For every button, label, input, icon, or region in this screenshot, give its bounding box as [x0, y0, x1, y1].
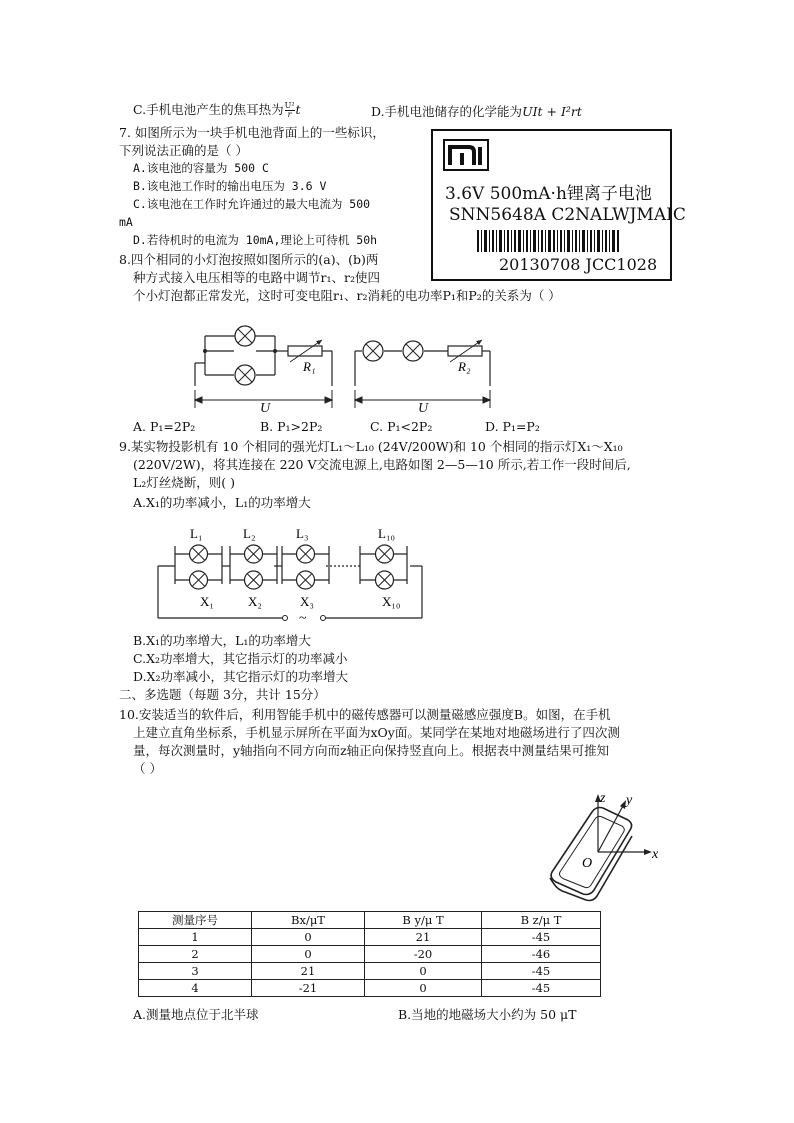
- q9-option-c: C.X₂功率增大，其它指示灯的功率减小: [133, 651, 348, 666]
- axis-label-x: x: [652, 847, 659, 862]
- parallel-group-2: [230, 545, 277, 589]
- table-row: [139, 980, 601, 997]
- q6-c-suffix: t: [295, 102, 301, 117]
- q8-option-b: B. P₁>2P₂: [260, 419, 323, 434]
- indicator-icon-1: [190, 571, 208, 589]
- section-multiple-choice: 二、多选题（每题 3分，共计 15分）: [119, 687, 326, 702]
- q7-option-b: B.该电池工作时的输出电压为 3.6 V: [133, 179, 327, 193]
- q6-d-formula: UIt + I²rt: [522, 104, 582, 119]
- label-l3: L₃: [296, 526, 309, 541]
- table-cell: -45: [482, 929, 601, 946]
- q10-stem-1: 10.安装适当的软件后，利用智能手机中的磁传感器可以测量磁感应强度B。如图，在手机: [119, 707, 611, 722]
- label-r1: R₁: [303, 359, 316, 374]
- label-u-b: U: [418, 401, 429, 416]
- axis-label-origin: O: [582, 856, 593, 871]
- q10-option-b: B.当地的地磁场大小约为 50 μT: [398, 1007, 577, 1022]
- q10-stem-2: 上建立直角坐标系，手机显示屏所在平面为xOy面。某同学在某地对地磁场进行了四次测: [133, 725, 620, 740]
- table-cell: 2: [139, 946, 252, 963]
- table-cell: 4: [139, 980, 252, 997]
- battery-serial: SNN5648A C2NALWJMAIC: [449, 205, 686, 225]
- q7-stem-1: 7. 如图所示为一块手机电池背面上的一些标识，: [119, 125, 385, 140]
- label-x1: X₁: [200, 594, 214, 609]
- table-cell: 0: [252, 946, 365, 963]
- q6-c-frac-bot: r: [287, 110, 292, 119]
- q9-option-b: B.X₁的功率增大，L₁的功率增大: [133, 633, 311, 648]
- table-cell: 0: [252, 929, 365, 946]
- q6-c-frac-top: U²: [284, 101, 295, 110]
- q7-option-d: D.若待机时的电流为 10mA,理论上可待机 50h: [133, 233, 378, 247]
- table-cell: 0: [365, 963, 482, 980]
- parallel-group-3: [282, 545, 329, 589]
- table-header-cell: B y/μ T: [365, 912, 482, 929]
- measurement-table: [138, 911, 601, 997]
- lamp-icon-3: [297, 545, 315, 563]
- label-x10: X₁₀: [382, 594, 401, 609]
- axis-label-z: z: [600, 791, 606, 806]
- q8-option-c: C. P₁<2P₂: [370, 419, 433, 434]
- q6-d-text: D.手机电池储存的化学能为: [371, 104, 523, 119]
- parallel-group-4: [360, 545, 407, 589]
- lamp-icon-a1: [235, 326, 255, 346]
- table-cell: -45: [482, 980, 601, 997]
- q8-stem-1: 8.四个相同的小灯泡按照如图所示的(a)、(b)两: [119, 252, 379, 267]
- lamp-icon-1: [190, 545, 208, 563]
- indicator-icon-4: [376, 571, 394, 589]
- q6-option-c: [133, 101, 301, 119]
- table-cell: 21: [252, 963, 365, 980]
- q8-circuit-diagram: [190, 318, 500, 416]
- q7-option-c-cont: mA: [119, 215, 133, 229]
- label-r2: R₂: [458, 359, 471, 374]
- measurement-table-grid: [138, 911, 601, 997]
- table-cell: 3: [139, 963, 252, 980]
- table-cell: -45: [482, 963, 601, 980]
- q7-stem-2: 下列说法正确的是（ ）: [119, 143, 248, 158]
- table-cell: -21: [252, 980, 365, 997]
- label-l1: L₁: [190, 526, 203, 541]
- lamp-icon-b1: [363, 341, 383, 361]
- q7-option-a: A.该电池的容量为 500 C: [133, 161, 269, 175]
- battery-label: [431, 129, 686, 281]
- ac-source-symbol: ~: [299, 611, 307, 626]
- barcode: [477, 230, 621, 252]
- table-header-cell: B z/μ T: [482, 912, 601, 929]
- q6-c-text: C.手机电池产生的焦耳热为: [133, 102, 284, 117]
- table-cell: 1: [139, 929, 252, 946]
- q8-stem-3: 个小灯泡都正常发光，这时可变电阻r₁、r₂消耗的电功率P₁和P₂的关系为（ ）: [133, 288, 561, 303]
- barcode-graphic: [477, 230, 621, 252]
- table-row: [139, 929, 601, 946]
- mi-logo-icon: [443, 139, 489, 171]
- label-x2: X₂: [248, 594, 262, 609]
- table-row: [139, 946, 601, 963]
- mi-logo-glyph: [445, 141, 487, 169]
- q8-stem-2: 种方式接入电压相等的电路中调节r₁、r₂使四: [133, 270, 380, 285]
- q9-stem-2: (220V/2W)，将其连接在 220 V交流电源上,电路如图 2—5—10 所示,若工作一段时间后,: [133, 457, 631, 472]
- lamp-icon-2: [245, 545, 263, 563]
- table-cell: 0: [365, 980, 482, 997]
- axis-label-y: y: [626, 793, 633, 808]
- q8-option-d: D. P₁=P₂: [485, 419, 540, 434]
- q10-stem-4: （ ）: [133, 761, 162, 776]
- q9-option-d: D.X₂功率减小，其它指示灯的功率增大: [133, 669, 348, 684]
- table-cell: -20: [365, 946, 482, 963]
- lamp-icon-4: [376, 545, 394, 563]
- battery-date-code: 20130708 JCC1028: [499, 255, 658, 274]
- indicator-icon-2: [245, 571, 263, 589]
- phone-axes-diagram: [540, 784, 670, 906]
- q10-option-a: A.测量地点位于北半球: [133, 1007, 259, 1022]
- table-cell: 21: [365, 929, 482, 946]
- q9-circuit-diagram: [150, 518, 430, 630]
- battery-spec: 3.6V 500mA·h锂离子电池: [445, 184, 652, 204]
- label-x3: X₃: [300, 594, 314, 609]
- label-l2: L₂: [243, 526, 256, 541]
- q8-option-a: A. P₁=2P₂: [133, 419, 196, 434]
- q6-option-d: [371, 103, 582, 120]
- label-l10: L₁₀: [378, 526, 396, 541]
- table-row: [139, 963, 601, 980]
- table-header-row: [139, 912, 601, 929]
- q10-stem-3: 量，每次测量时，y轴指向不同方向而z轴正向保持竖直向上。根据表中测量结果可推知: [133, 743, 610, 758]
- q9-stem-1: 9.某实物投影机有 10 个相同的强光灯L₁～L₁₀ (24V/200W)和 10 个相同的指示灯X₁～X₁₀: [119, 439, 623, 454]
- q9-stem-3: L₂灯丝烧断，则( ): [133, 475, 236, 490]
- parallel-group-1: [175, 545, 222, 589]
- label-u-a: U: [260, 401, 271, 416]
- table-header-cell: Bx/μT: [252, 912, 365, 929]
- indicator-icon-3: [297, 571, 315, 589]
- q7-option-c: C.该电池在工作时允许通过的最大电流为 500: [133, 197, 371, 211]
- table-header-cell: 测量序号: [139, 912, 252, 929]
- lamp-icon-a2: [235, 365, 255, 385]
- q9-option-a: A.X₁的功率减小，L₁的功率增大: [133, 495, 311, 510]
- table-cell: -46: [482, 946, 601, 963]
- q6-c-fraction: [285, 102, 295, 119]
- lamp-icon-b2: [403, 341, 423, 361]
